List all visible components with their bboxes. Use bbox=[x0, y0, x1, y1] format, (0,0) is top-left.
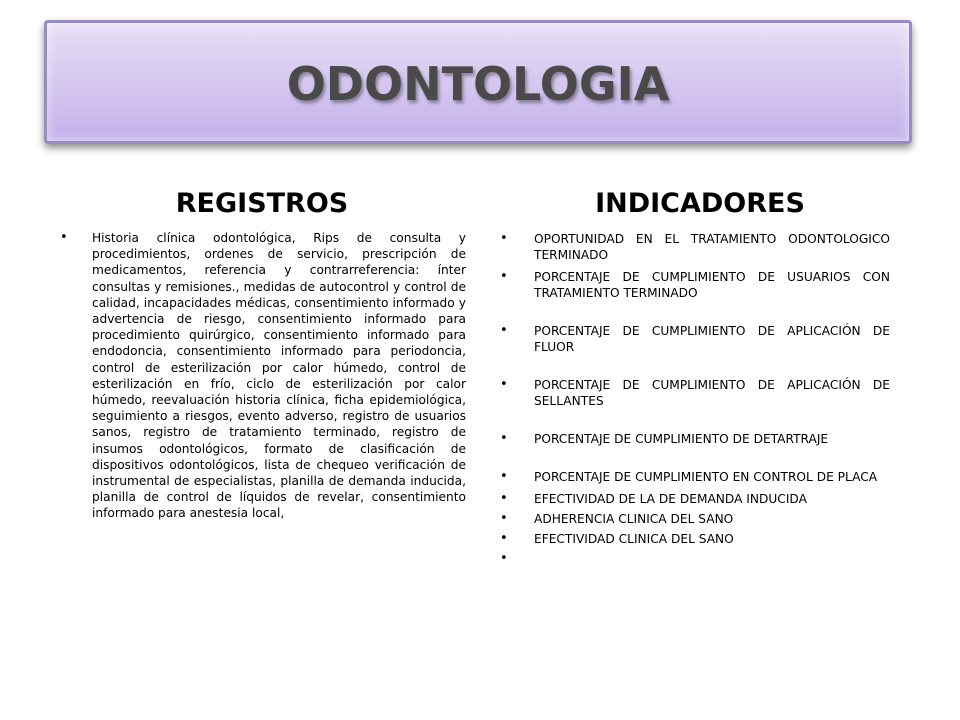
registros-text: Historia clínica odontológica, Rips de consulta y procedimientos, ordenes de servicio, prescripción de medicamentos, referencia y contrarreferencia: ínter consultas y remisiones., medidas de autocontrol y control de calidad, incapacidades médicas, consentimiento informado y advertencia de riesgo, consentimiento informado para procedimiento quirúrgico, consentimiento informado para endodoncia, consentimiento informado para periodoncia, control de esterilización por calor húmedo, control de esterilización en frío, ciclo de esterilización por calor húmedo, reevaluación historia clínica, ficha epidemiológica, seguimiento a riesgos, evento adverso, registro de usuarios sanos, registro de tratamiento terminado, registro de insumos odontológicos, formato de clasificación de dispositivos odontológicos, lista de chequeo verificación de instrumental de especialistas, planilla de demanda inducida, planilla de control de líquidos de revelar, consentimiento informado para anestesia local, bbox=[92, 231, 466, 521]
title-banner bbox=[44, 20, 912, 144]
indicador-label: PORCENTAJE DE CUMPLIMIENTO DE DETARTRAJE bbox=[534, 432, 829, 446]
indicador-label: OPORTUNIDAD EN EL TRATAMIENTO ODONTOLOGICO TERMINADO bbox=[534, 232, 890, 262]
bullet-icon: • bbox=[500, 231, 508, 246]
list-item bbox=[498, 269, 890, 301]
bullet-icon: • bbox=[60, 230, 68, 245]
bullet-icon: • bbox=[500, 469, 508, 484]
list-item bbox=[498, 469, 890, 485]
bullet-icon: • bbox=[500, 269, 508, 284]
list-item bbox=[498, 431, 890, 447]
indicadores-list bbox=[498, 231, 890, 567]
bullet-icon: • bbox=[500, 491, 508, 506]
list-item bbox=[498, 531, 890, 547]
indicador-label: EFECTIVIDAD DE LA DE DEMANDA INDUCIDA bbox=[534, 492, 807, 506]
bullet-icon: • bbox=[500, 531, 508, 546]
list-item bbox=[498, 377, 890, 409]
registros-list bbox=[56, 230, 466, 522]
list-item bbox=[498, 231, 890, 263]
indicador-label: EFECTIVIDAD CLINICA DEL SANO bbox=[534, 532, 734, 546]
registros-heading: REGISTROS bbox=[175, 188, 349, 219]
indicadores-heading: INDICADORES bbox=[595, 188, 805, 219]
bullet-icon: • bbox=[500, 377, 508, 392]
indicador-label: PORCENTAJE DE CUMPLIMIENTO DE USUARIOS CON TRATAMIENTO TERMINADO bbox=[534, 270, 890, 300]
indicador-label: ADHERENCIA CLINICA DEL SANO bbox=[534, 512, 734, 526]
list-item bbox=[498, 323, 890, 355]
list-item bbox=[498, 511, 890, 527]
bullet-icon: • bbox=[500, 551, 508, 566]
bullet-icon: • bbox=[500, 323, 508, 338]
indicador-label: PORCENTAJE DE CUMPLIMIENTO EN CONTROL DE PLACA bbox=[534, 470, 878, 484]
indicador-label: PORCENTAJE DE CUMPLIMIENTO DE APLICACIÓN DE FLUOR bbox=[534, 324, 890, 354]
indicador-label: PORCENTAJE DE CUMPLIMIENTO DE APLICACIÓN DE SELLANTES bbox=[534, 378, 890, 408]
list-item bbox=[498, 491, 890, 507]
list-item bbox=[498, 551, 890, 567]
list-item bbox=[56, 230, 466, 522]
page-title: ODONTOLOGIA bbox=[286, 57, 670, 111]
bullet-icon: • bbox=[500, 511, 508, 526]
bullet-icon: • bbox=[500, 431, 508, 446]
